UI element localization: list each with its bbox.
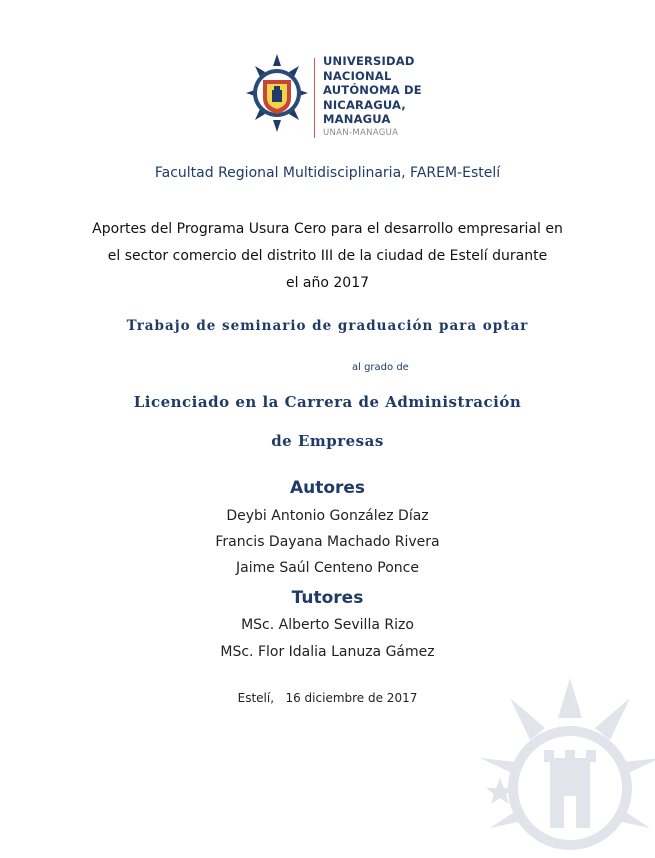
university-name-line: NICARAGUA, [323,97,406,112]
tutor-name: MSc. Alberto Sevilla Rizo [241,617,414,633]
watermark-crest-icon [470,678,655,858]
thesis-title-line: el sector comercio del distrito III de la ciudad de Estelí durante [107,248,548,264]
university-name-line: AUTÓNOMA DE [323,83,422,97]
tutor-name: MSc. Flor Idalia Lanuza Gámez [220,644,435,660]
university-logo [246,50,446,145]
faculty-name: Facultad Regional Multidisciplinaria, FAREM-Estelí [154,165,501,181]
tutors-heading: Tutores [291,588,364,608]
thesis-title-line: el año 2017 [285,275,370,291]
university-name-line: UNIVERSIDAD [323,54,415,68]
logo-divider [314,58,315,138]
university-crest-icon [246,54,308,132]
university-acronym: UNAN-MANAGUA [323,127,399,138]
degree-connector: al grado de [352,362,409,373]
degree-title: Licenciado en la Carrera de Administración [133,393,522,411]
place-date: Estelí, 16 diciembre de 2017 [237,691,418,705]
authors-heading: Autores [289,478,366,498]
author-name: Jaime Saúl Centeno Ponce [236,560,419,576]
seminar-statement: Trabajo de seminario de graduación para optar [126,318,529,334]
university-name-line: NACIONAL [323,68,392,83]
author-name: Francis Dayana Machado Rivera [215,534,440,550]
thesis-title [0,216,655,297]
university-name [323,54,422,140]
university-name-line: MANAGUA [323,112,391,126]
degree-title: de Empresas [271,432,384,450]
author-name: Deybi Antonio González Díaz [226,508,429,524]
thesis-title-line: Aportes del Programa Usura Cero para el desarrollo empresarial en [92,221,563,237]
